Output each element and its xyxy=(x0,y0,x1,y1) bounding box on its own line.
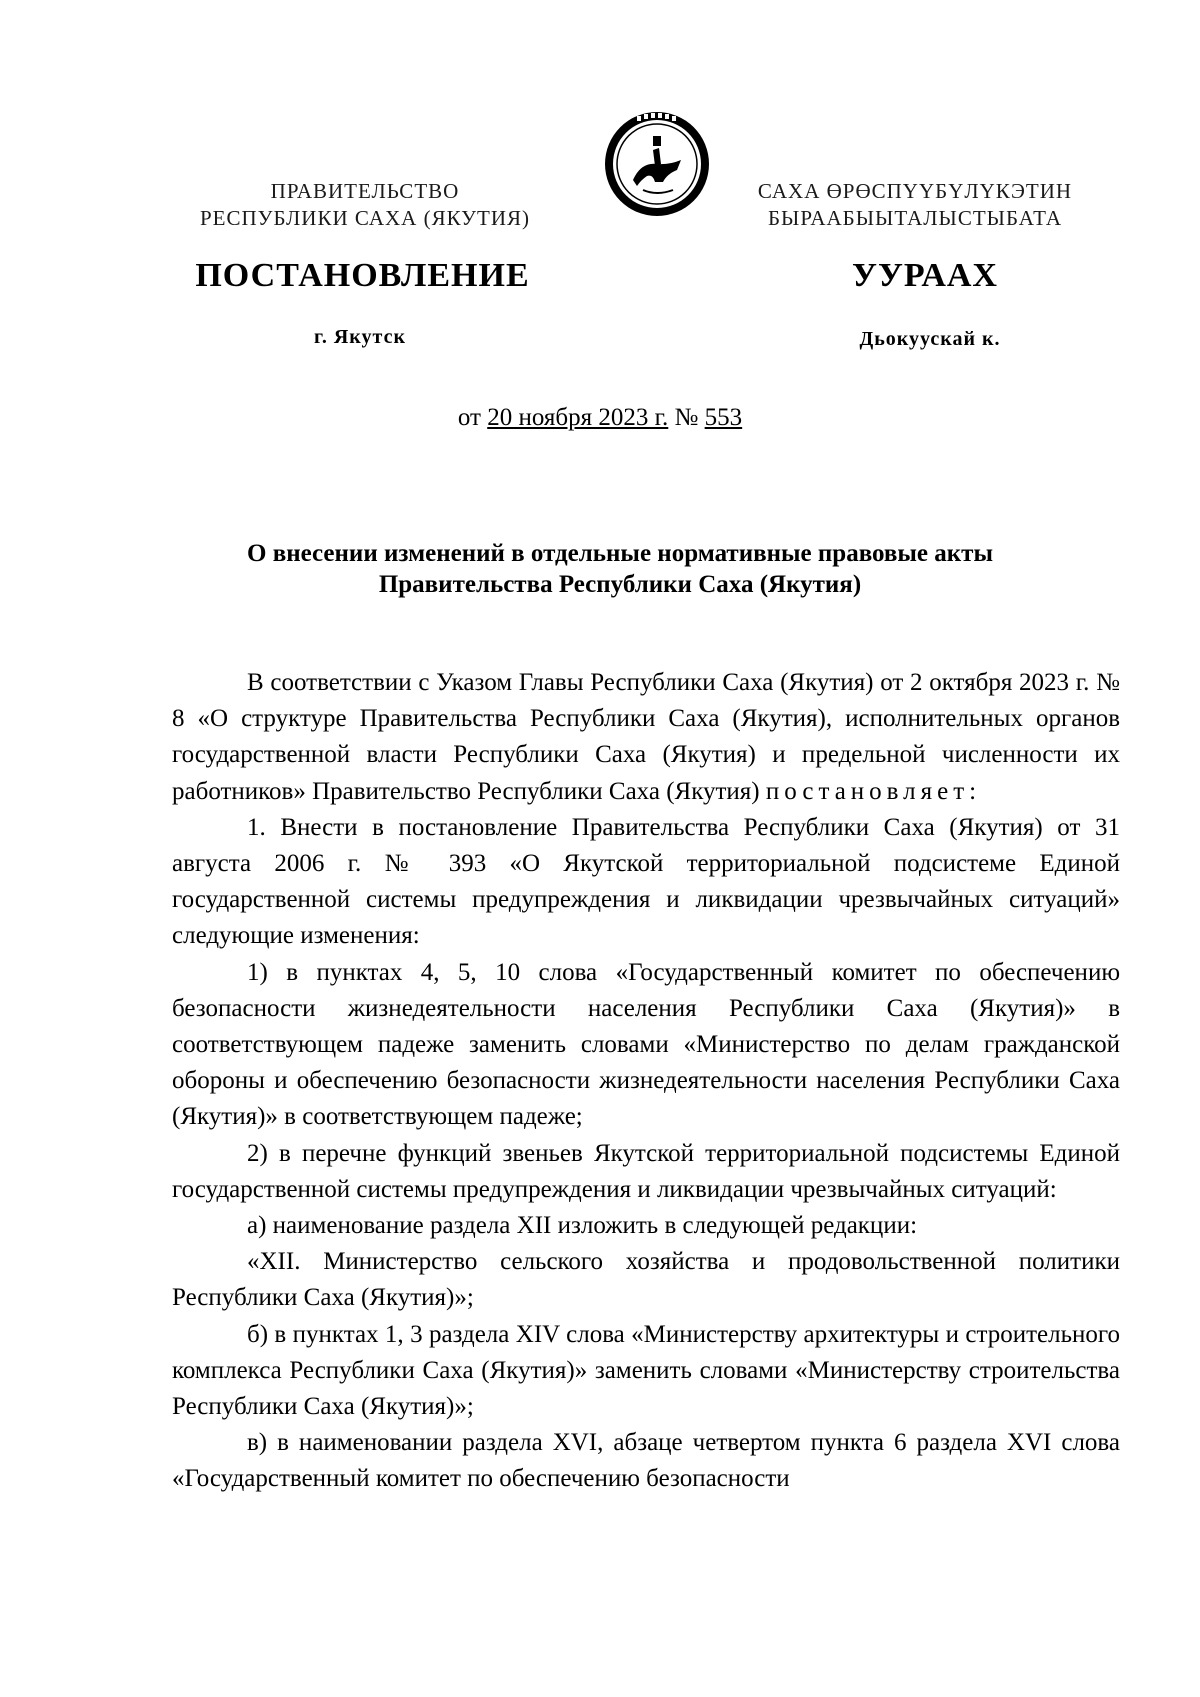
right-org-line1: САХА ӨРӨСПҮҮБҮЛҮКЭТИН xyxy=(757,179,1073,203)
left-org-line1: ПРАВИТЕЛЬСТВО xyxy=(270,179,460,203)
coat-of-arms-emblem xyxy=(603,110,711,218)
paragraph-subitem-a: а) наименование раздела XII изложить в следующей редакции: xyxy=(247,1212,918,1240)
date-number-line xyxy=(300,404,900,432)
document-date: 20 ноября 2023 г. xyxy=(487,404,669,431)
left-org-line2: РЕСПУБЛИКИ САХА (ЯКУТИЯ) xyxy=(199,206,531,230)
right-org-name xyxy=(730,178,1100,232)
document-number: 553 xyxy=(704,404,743,431)
paragraph-subitem-1: 1) в пунктах 4, 5, 10 слова «Государственный комитет по обеспечению безопасности жизнедеятельности населения Республики Саха (Якутия)» в соответствующем падеже заменить словами «Министерство по делам гражданской обороны и обеспечению безопасности жизнедеятельности населения Республики Саха (Якутия)» в соответствующем падеже; xyxy=(172,958,1120,1131)
paragraph-subitem-v: в) в наименовании раздела XVI, абзаце четвертом пункта 6 раздела XVI слова «Государственный комитет по обеспечению безопасности xyxy=(172,1429,1120,1493)
paragraph-subitem-b: б) в пунктах 1, 3 раздела XIV слова «Министерству архитектуры и строительного комплекса Республики Саха (Якутия)» заменить словами «Министерству строительства Республики Саха (Якутия)»; xyxy=(172,1320,1120,1421)
document-body xyxy=(172,665,1120,1498)
preamble-text: В соответствии с Указом Главы Республики Саха (Якутия) от 2 октября 2023 г. № 8 «О структуре Правительства Республики Саха (Якутия), исполнительных органов государственной власти Республики Саха (Якутия) и предельной численности их работников» Правительство Республики Саха (Якутия) xyxy=(172,669,1120,805)
document-subject xyxy=(160,538,1080,600)
document-type-title-ru: ПОСТАНОВЛЕНИЕ xyxy=(195,257,530,294)
document-type-title-sakha: УУРААХ xyxy=(852,257,998,294)
number-sign: № xyxy=(674,404,699,431)
paragraph-preamble xyxy=(172,665,1120,810)
emblem-icon xyxy=(603,110,711,218)
preamble-resolves: постановляет: xyxy=(765,777,982,805)
subject-line1: О внесении изменений в отдельные нормативные правовые акты xyxy=(247,540,993,567)
paragraph-section-xii: «XII. Министерство сельского хозяйства и продовольственной политики Республики Саха (Якутия)»; xyxy=(172,1248,1120,1312)
date-prefix: от xyxy=(457,404,481,431)
city-sakha: Дьокуускай к. xyxy=(859,328,1001,350)
left-org-name xyxy=(175,178,555,232)
subject-line2: Правительства Республики Саха (Якутия) xyxy=(378,571,862,598)
paragraph-subitem-2: 2) в перечне функций звеньев Якутской территориальной подсистемы Единой государственной системы предупреждения и ликвидации чрезвычайных ситуаций: xyxy=(172,1139,1120,1203)
city-ru: г. Якутск xyxy=(314,326,406,348)
right-org-line2: БЫРААБЫЫТАЛЫСТЫБАТА xyxy=(767,206,1063,230)
paragraph-item-1: 1. Внести в постановление Правительства Республики Саха (Якутия) от 31 августа 2006 г. № 393 «О Якутской территориальной подсистеме Единой государственной системы предупреждения и ликвидации чрезвычайных ситуаций» следующие изменения: xyxy=(172,813,1120,950)
